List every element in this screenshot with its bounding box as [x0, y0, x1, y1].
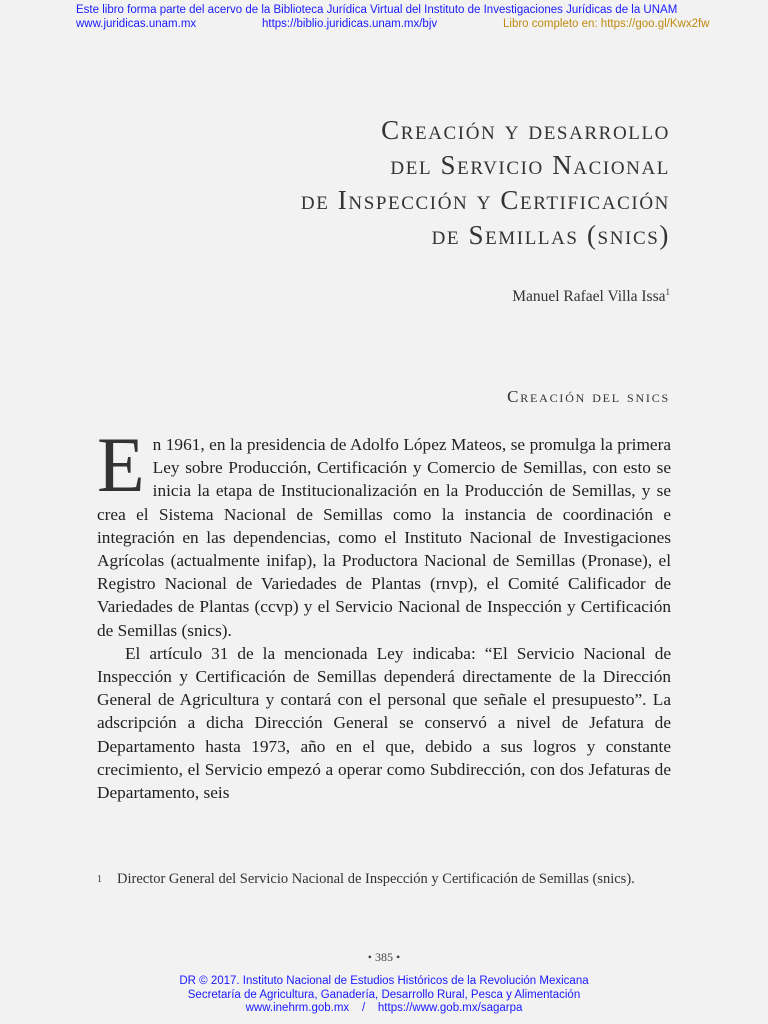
author-name: Manuel Rafael Villa Issa — [512, 288, 666, 306]
page-number: • 385 • — [367, 950, 401, 964]
header-notice: Este libro forma parte del acervo de la Biblioteca Jurídica Virtual del Instituto de Investigaciones Jurídicas de la UNAM — [76, 4, 678, 16]
paragraph-text: El artículo 31 de la mencionada Ley indicaba: “El Servicio Nacional de Inspección y Certificación de Semillas dependerá directamente de la Dirección General de Agricultura y contará con el personal que señale el presupuesto”. La adscripción a dicha Dirección General se conservó a nivel de Jefatura de Departamento hasta 1973, año en el que, debido a sus logros y constante crecimiento, el Servicio empezó a operar como Subdirección, con dos Jefaturas de Departamento, seis — [97, 643, 671, 803]
footnote-text: Director General del Servicio Nacional de Inspección y Certificación de Semillas (snics). — [117, 871, 635, 887]
paragraph-text: n 1961, en la presidencia de Adolfo López Mateos, se promulga la primera Ley sobre Producción, Certificación y Comercio de Semillas, con esto se inicia la etapa de Institucionalización en la Producción de Semillas, y se crea el Sistema Nacional de Semillas como la instancia de coordinación e integración en las dependencias, como el Instituto Nacional de Investigaciones Agrícolas (actualmente inifap), la Productora Nacional de Semillas (Pronase), el Registro Nacional de Variedades de Plantas (rnvp), el Comité Calificador de Variedades de Plantas (ccvp) y el Servicio Nacional de Inspección y Certificación de Semillas (snics). — [97, 435, 671, 640]
title-line: de Semillas (snics) — [431, 220, 670, 250]
footer-copyright: DR © 2017. Instituto Nacional de Estudios Históricos de la Revolución Mexicana — [179, 975, 589, 987]
title-line: del Servicio Nacional — [390, 150, 670, 180]
drop-cap: E — [97, 421, 145, 508]
chapter-title — [301, 113, 670, 253]
title-line: Creación y desarrollo — [381, 115, 670, 145]
section-title: Creación del snics — [507, 387, 670, 406]
body-text — [97, 421, 671, 804]
paragraph — [97, 421, 671, 642]
site-link[interactable]: www.juridicas.unam.mx — [76, 18, 197, 30]
full-book-link[interactable]: Libro completo en: https://goo.gl/Kwx2fw — [503, 18, 710, 30]
footer-ministry: Secretaría de Agricultura, Ganadería, Desarrollo Rural, Pesca y Alimentación — [187, 988, 581, 1001]
author — [512, 287, 670, 306]
footnote-number: 1 — [97, 874, 102, 885]
footnote-ref: 1 — [665, 287, 670, 297]
bjv-link[interactable]: https://biblio.juridicas.unam.mx/bjv — [262, 18, 438, 30]
footer-links[interactable]: www.inehrm.gob.mx / https://www.gob.mx/sagarpa — [245, 1002, 523, 1014]
footnote — [97, 870, 671, 889]
title-line: de Inspección y Certificación — [300, 185, 670, 215]
footer — [0, 975, 768, 1016]
paragraph — [97, 642, 671, 804]
